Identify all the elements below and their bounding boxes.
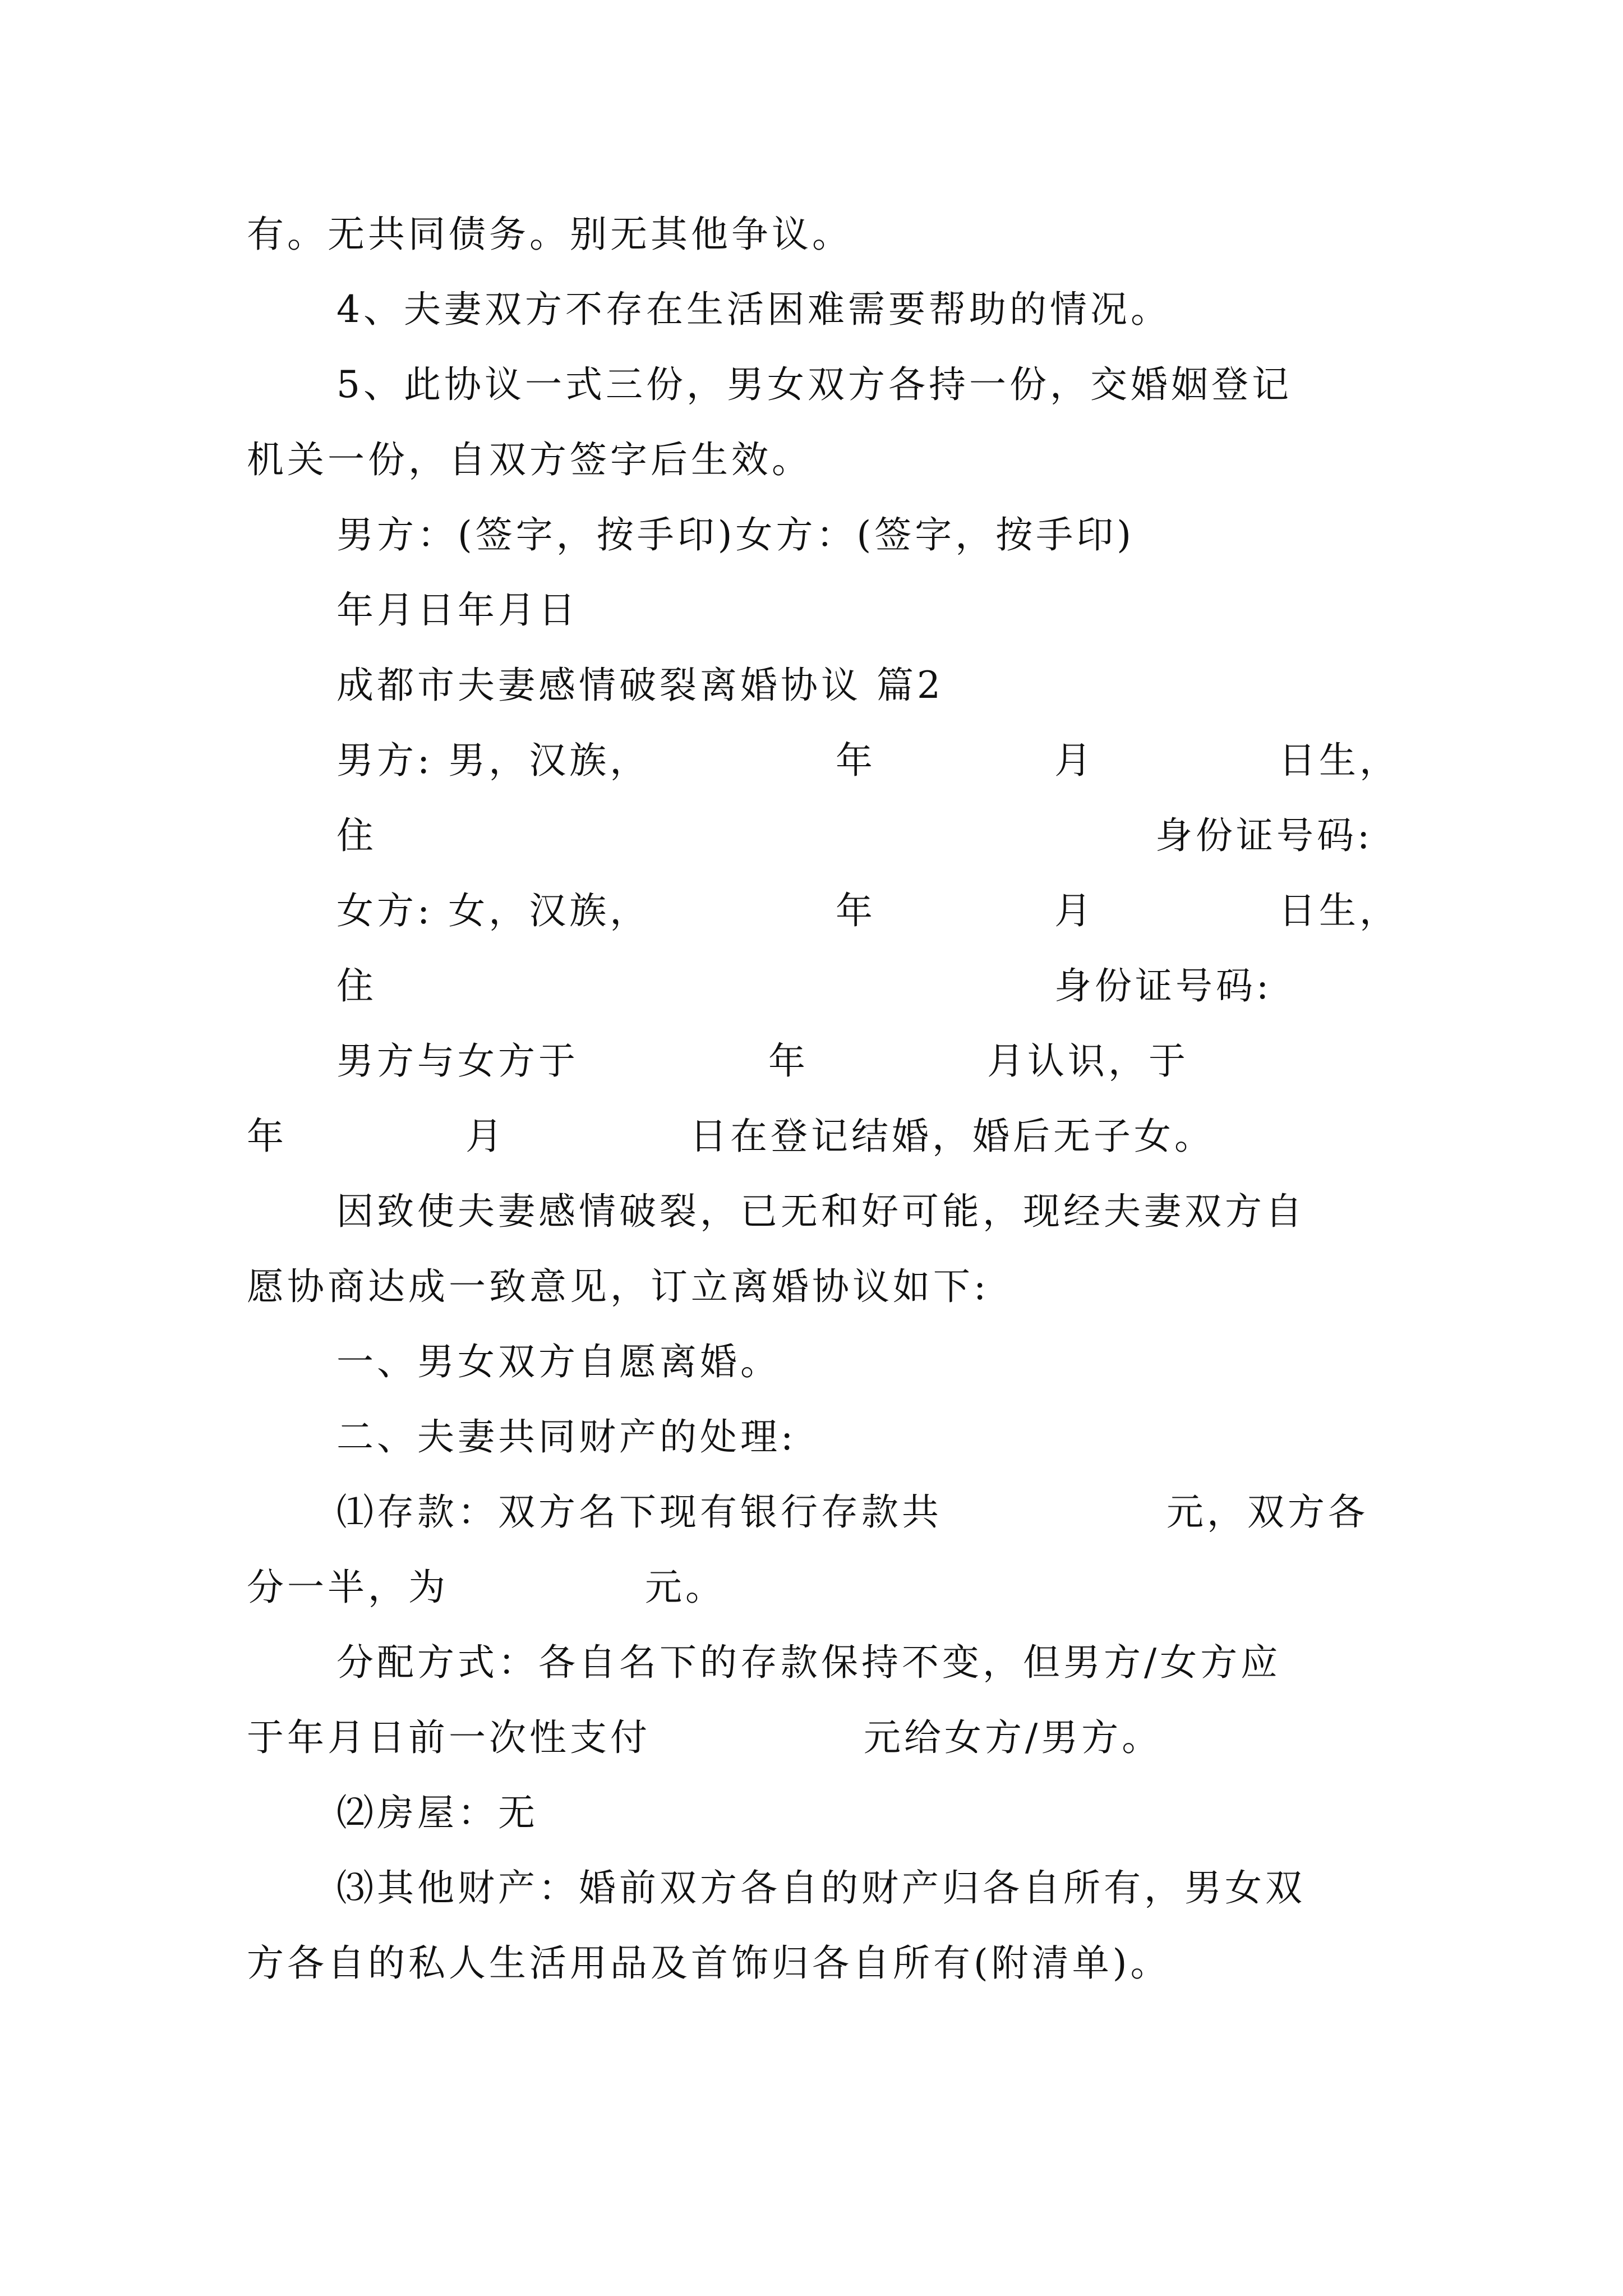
line-part: 身份证号码: bbox=[1155, 814, 1373, 857]
line-part: 元，双方各 bbox=[1166, 1490, 1368, 1534]
text-line bbox=[336, 733, 1402, 789]
line-part: 元给女方/男方。 bbox=[864, 1716, 1163, 1759]
line-part: 分一半，为 bbox=[247, 1566, 449, 1609]
text-line bbox=[247, 1710, 1368, 1766]
text-line: ⑵房屋：无 bbox=[336, 1791, 538, 1834]
text-line: 一、男女双方自愿离婚。 bbox=[336, 1340, 781, 1383]
section-heading: 成都市夫妻感情破裂离婚协议 篇2 bbox=[336, 664, 944, 707]
line-part: 住 bbox=[336, 814, 377, 857]
line-part: 年 bbox=[247, 1115, 287, 1158]
line-part: 身份证号码: bbox=[1054, 964, 1272, 1007]
text-line: 有。无共同债务。别无其他争议。 bbox=[247, 213, 852, 256]
line-part: 元。 bbox=[645, 1566, 726, 1609]
text-line: 方各自的私人生活用品及首饰归各自所有(附清单)。 bbox=[247, 1941, 1171, 1985]
text-line: 愿协商达成一致意见，订立离婚协议如下: bbox=[247, 1265, 990, 1308]
text-line: 5、此协议一式三份，男女双方各持一份，交婚姻登记 bbox=[336, 363, 1292, 406]
line-part: 女方: 女，汉族， bbox=[336, 889, 651, 932]
line-part: 日生， bbox=[1279, 889, 1400, 932]
text-line: 分配方式：各自名下的存款保持不变，但男方/女方应 bbox=[336, 1641, 1281, 1684]
line-part: 年 bbox=[836, 739, 876, 782]
line-part: 日在登记结婚，婚后无子女。 bbox=[690, 1115, 1215, 1158]
signature-line: 男方：(签字，按手印)女方：(签字，按手印) bbox=[336, 513, 1135, 556]
text-line bbox=[336, 883, 1402, 939]
line-part: 月认识，于 bbox=[987, 1039, 1189, 1083]
text-line bbox=[336, 1033, 1402, 1089]
text-line: ⑶其他财产：婚前双方各自的财产归各自所有，男女双 bbox=[336, 1866, 1306, 1910]
line-part: 日生， bbox=[1279, 739, 1400, 782]
line-part: 月 bbox=[1054, 889, 1095, 932]
text-line bbox=[247, 1559, 1368, 1616]
text-line: 机关一份，自双方签字后生效。 bbox=[247, 438, 812, 481]
text-line: 4、夫妻双方不存在生活困难需要帮助的情况。 bbox=[336, 288, 1171, 331]
line-part: ⑴存款：双方名下现有银行存款共 bbox=[336, 1490, 942, 1534]
line-part: 于年月日前一次性支付 bbox=[247, 1716, 651, 1759]
text-line: 二、夫妻共同财产的处理: bbox=[336, 1415, 797, 1458]
line-part: 年 bbox=[836, 889, 876, 932]
line-part: 男方与女方于 bbox=[336, 1039, 579, 1083]
line-part: 住 bbox=[336, 964, 377, 1007]
line-part: 年 bbox=[768, 1039, 809, 1083]
line-part: 月 bbox=[465, 1115, 506, 1158]
line-part: 月 bbox=[1054, 739, 1095, 782]
text-line: 因致使夫妻感情破裂，已无和好可能，现经夫妻双方自 bbox=[336, 1190, 1306, 1233]
line-part: 男方: 男，汉族， bbox=[336, 739, 651, 782]
date-line: 年月日年月日 bbox=[336, 588, 579, 632]
text-line bbox=[336, 808, 1402, 864]
text-line bbox=[247, 1108, 1368, 1165]
text-line bbox=[336, 1484, 1402, 1540]
text-line bbox=[336, 958, 1402, 1014]
